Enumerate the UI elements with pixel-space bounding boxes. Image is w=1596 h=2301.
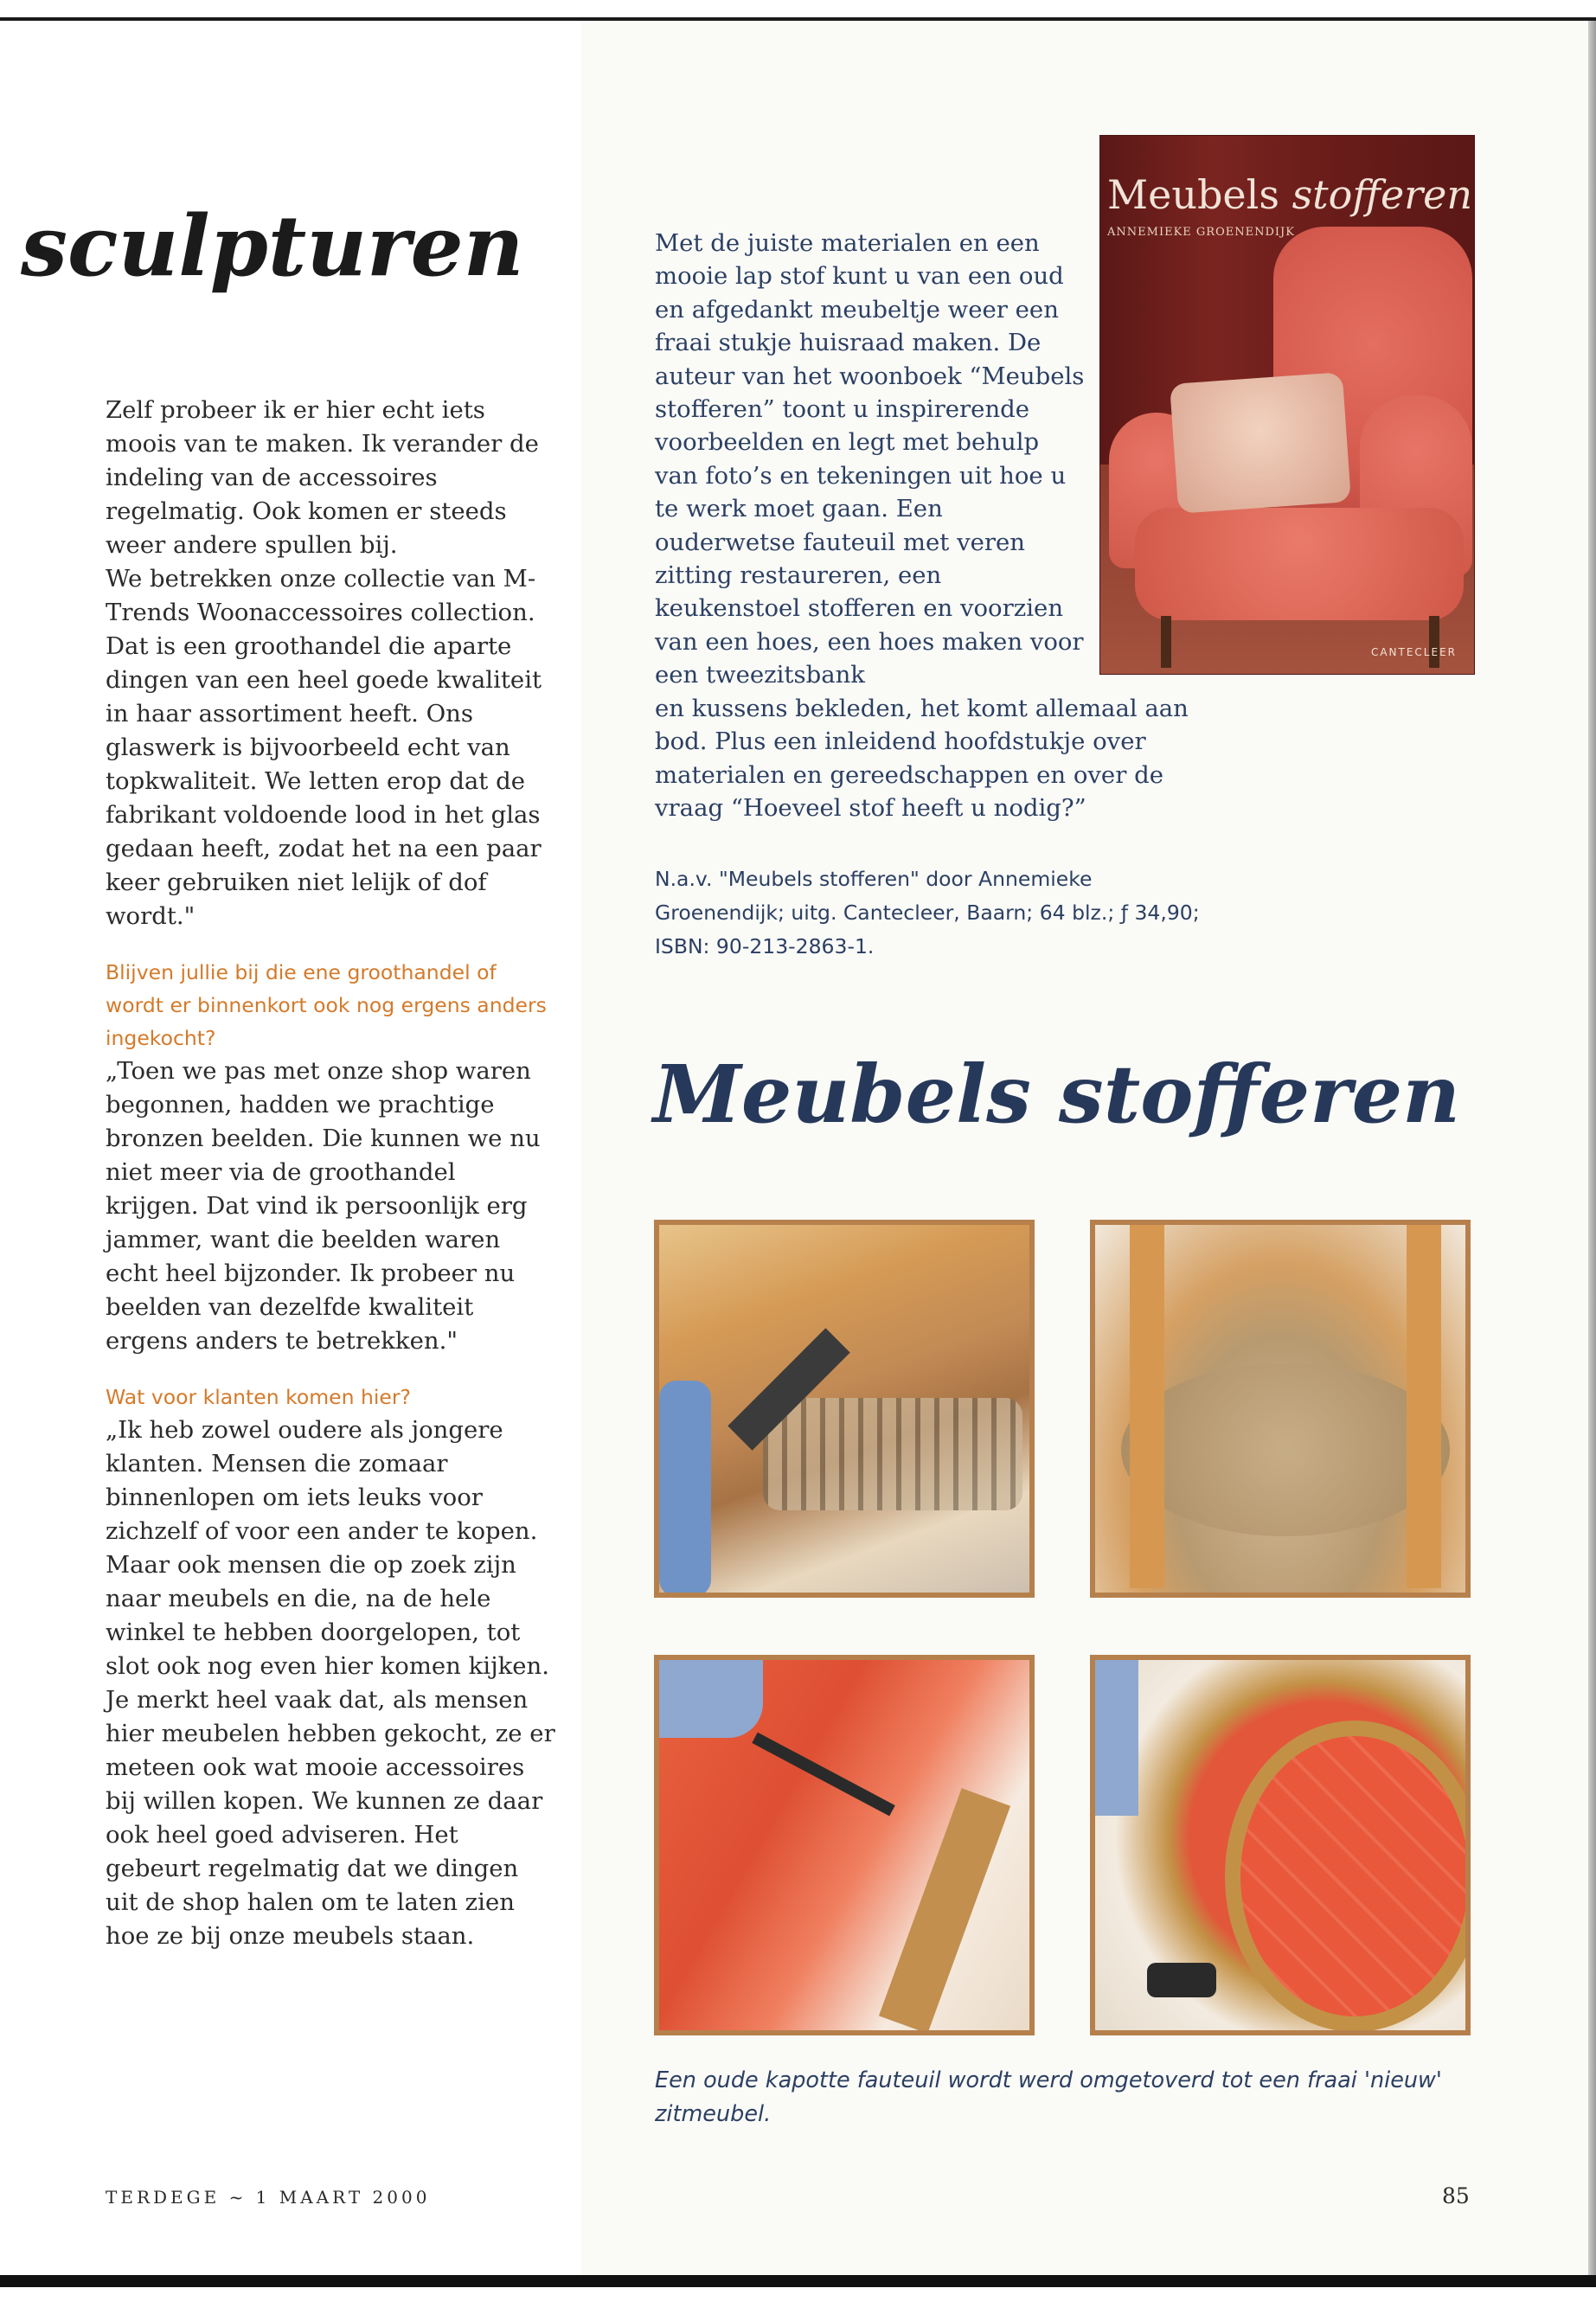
photo-springs [763,1398,1022,1510]
interview-question-2: Wat voor klanten komen hier? [106,1385,411,1409]
footer-magazine-date: TERDEGE ~ 1 MAART 2000 [106,2187,431,2208]
page-number: 85 [1442,2183,1470,2208]
photo-burlap [1121,1363,1450,1536]
photo-upholstered-seat [1225,1721,1471,2032]
photo-frame-left [1130,1225,1164,1588]
photo-sleeve [1095,1660,1138,1816]
interview-question-1: Blijven jullie bij die ene groothandel of wordt er binnenkort ook nog ergens anders ingekocht? [106,960,547,1050]
book-cover-publisher: CANTECLEER [1370,646,1457,658]
page-edge-shadow [1588,21,1596,2275]
book-cover-title-regular: Meubels [1107,171,1292,218]
photo-pliers [1147,1963,1216,1997]
book-cover-title [1107,170,1474,219]
photo-springs-hammer [654,1220,1035,1598]
photo-hand-sleeve [659,1660,763,1738]
photo-tacking-fabric [1090,1655,1471,2035]
photo-caption: Een oude kapotte fauteuil wordt werd omgetoverd tot een fraai 'nieuw' zitmeubel. [655,2067,1442,2127]
interview-answer-2: „Ik heb zowel oudere als jongere klanten. Mensen die zomaar binnenlopen om iets leuks voor zichzelf of voor een ander te kopen. Maar ook mensen die op zoek zijn naar meubels en die, na de hele winkel te hebben doorgelopen, tot slot ook nog even hier komen kijken. Je merkt heel vaak dat, als mensen hier meubelen hebben gekocht, ze er meteen ook wat mooie accessoires bij willen kopen. We kunnen ze daar ook heel goed adviseren. Het gebeurt regelmatig dat we dingen uit de shop halen om te laten zien hoe ze bij onze meubels staan. [106,1416,555,1950]
left-article-body [106,394,555,1953]
left-paragraph-1: Zelf probeer ik er hier echt iets moois van te maken. Ik verander de indeling van de accessoires regelmatig. Ook komen er steeds weer andere spullen bij. [106,396,539,559]
photo-scissors [752,1733,895,1817]
book-cover-author: ANNEMIEKE GROENENDIJK [1107,226,1295,239]
right-headline: Meubels stofferen [653,1048,1461,1141]
left-headline: sculpturen [21,197,524,295]
interview-answer-1: „Toen we pas met onze shop waren begonnen, hadden we prachtige bronzen beelden. Die kunnen we nu niet meer via de groothandel krijgen. Dat vind ik persoonlijk erg jammer, want die beelden waren echt heel bijzonder. Ik probeer nu beelden van dezelfde kwaliteit ergens anders te betrekken." [106,1057,541,1355]
right-intro-paragraph: Met de juiste materialen en een mooie lap stof kunt u van een oud en afgedankt meubeltje weer een fraai stukje huisraad maken. De auteur van het woonboek “Meubels stofferen” toont u inspirerende voorbeelden en legt met behulp van foto’s en tekeningen uit hoe u te werk moet gaan. Een ouderwetse fauteuil met veren zitting restaureren, een keukenstoel stofferen en voorzien van een hoes, een hoes maken voor een tweezitsbank [655,229,1085,689]
book-reference: N.a.v. "Meubels stofferen" door Annemieke Groenendijk; uitg. Cantecleer, Baarn; 64 blz.; ƒ 34,90; ISBN: 90-213-2863-1. [655,867,1200,958]
bottom-rule [0,2275,1596,2287]
left-paragraph-2: We betrekken onze collectie van M-Trends Woonaccessoires collection. Dat is een groothandel die aparte dingen van een heel goede kwaliteit in haar assortiment heeft. Ons glaswerk is bijvoorbeeld echt van topkwaliteit. We letten erop dat de fabrikant voldoende lood in het glas gedaan heeft, zodat het na een paar keer gebruiken niet lelijk of dof wordt." [106,565,542,930]
right-intro-paragraph-continued: en kussens bekleden, het komt allemaal aan bod. Plus een inleidend hoofdstukje over materialen en gereedschappen en over de vraag “Hoeveel stof heeft u nodig?” [655,694,1189,822]
photo-frame-right [1407,1225,1441,1588]
photo-sleeve [659,1381,711,1597]
cover-chair-leg [1429,616,1439,668]
photo-chair-frame [879,1788,1010,2034]
photo-burlap-seat [1090,1220,1471,1598]
photo-cutting-fabric [654,1655,1035,2035]
book-cover-title-italic: stofferen [1292,171,1472,218]
right-article-body [655,227,1226,824]
